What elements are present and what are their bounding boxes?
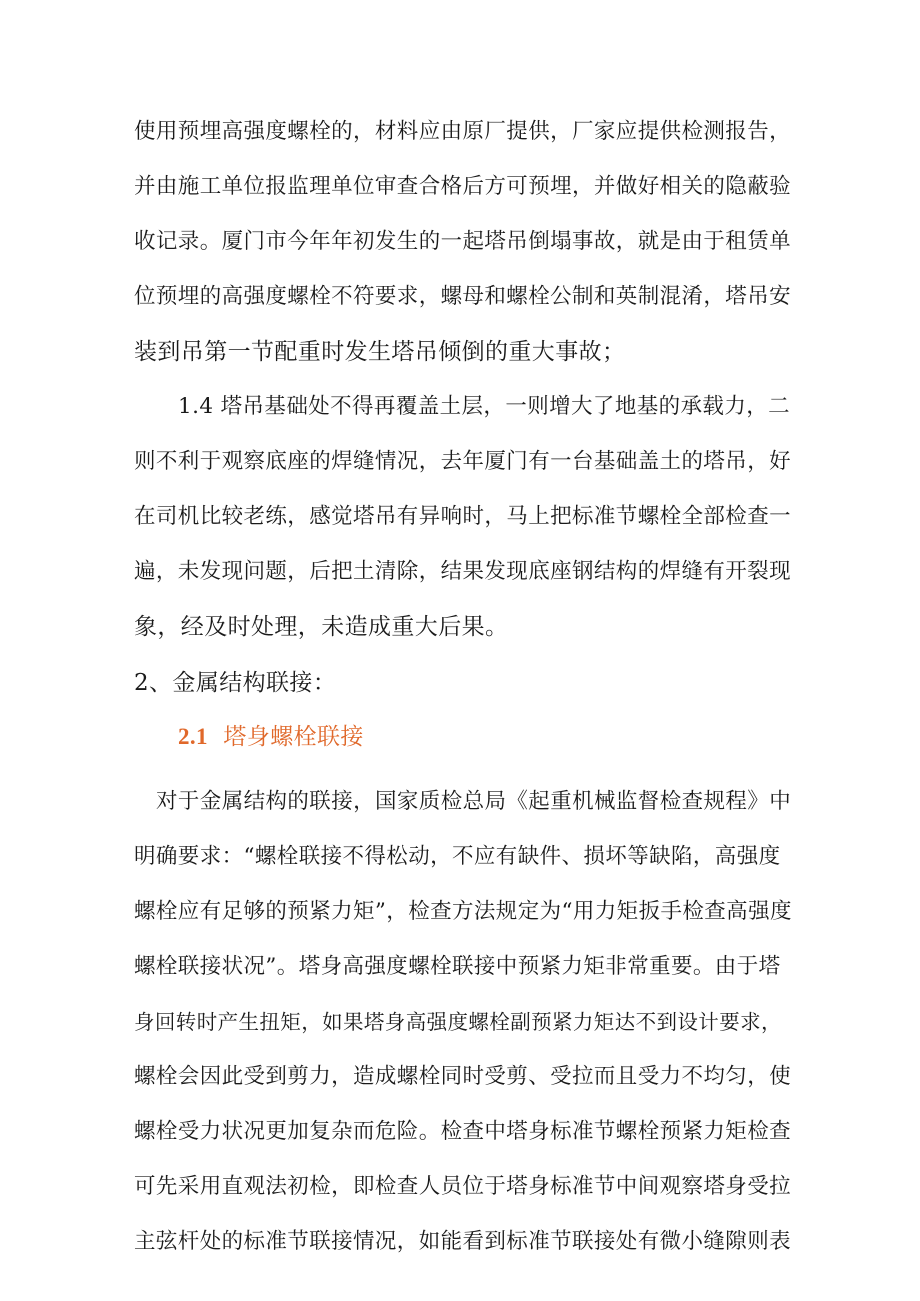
para1-line-1: 使用预埋高强度螺栓的，材料应由原厂提供，厂家应提供检测报告， [134,119,792,144]
para2-line-5: 象，经及时处理，未造成重大后果。 [134,614,509,640]
para3-line-6: 螺栓会因此受到剪力，造成螺栓同时受剪、受拉而且受力不均匀，使 [134,1064,792,1089]
para3-line-8: 可先采用直观法初检，即检查人员位于塔身标准节中间观察塔身受拉 [134,1174,792,1199]
para2-line-3: 在司机比较老练，感觉塔吊有异响时，马上把标准节螺栓全部检查一 [134,504,792,529]
para3-line-1: 对于金属结构的联接，国家质检总局《起重机械监督检查规程》中 [156,789,792,814]
section-2-1-number: 2.1 [178,724,208,749]
para1-line-3: 收记录。厦门市今年年初发生的一起塔吊倒塌事故，就是由于租赁单 [134,229,792,254]
para3-line-5: 身回转时产生扭矩，如果塔身高强度螺栓副预紧力矩达不到设计要求， [134,1010,782,1034]
section-2-1-title: 塔身螺栓联接 [223,724,364,750]
para3-line-4: 螺栓联接状况”。塔身高强度螺栓联接中预紧力矩非常重要。由于塔 [134,954,781,979]
para2-line-4: 遍，未发现问题，后把土清除，结果发现底座钢结构的焊缝有开裂现 [134,559,792,584]
para2-line-1: 1.4 塔吊基础处不得再覆盖土层，一则增大了地基的承载力，二 [178,394,791,419]
para3-line-3: 螺栓应有足够的预紧力矩”，检查方法规定为“用力矩扳手检查高强度 [134,899,792,924]
para1-line-4: 位预埋的高强度螺栓不符要求，螺母和螺栓公制和英制混淆，塔吊安 [134,284,792,309]
section-2-1-heading [178,722,364,752]
para1-line-5: 装到吊第一节配重时发生塔吊倾倒的重大事故； [134,339,626,365]
para2-line-2: 则不利于观察底座的焊缝情况，去年厦门有一台基础盖土的塔吊，好 [134,449,792,474]
section-2-heading: 2、金属结构联接： [134,670,337,696]
para3-line-9: 主弦杆处的标准节联接情况，如能看到标准节联接处有微小缝隙则表 [134,1229,792,1254]
para3-line-7: 螺栓受力状况更加复杂而危险。检查中塔身标准节螺栓预紧力矩检查 [134,1119,792,1144]
para1-line-2: 并由施工单位报监理单位审查合格后方可预埋，并做好相关的隐蔽验 [134,174,792,199]
para3-line-2: 明确要求：“螺栓联接不得松动，不应有缺件、损坏等缺陷，高强度 [134,844,781,869]
